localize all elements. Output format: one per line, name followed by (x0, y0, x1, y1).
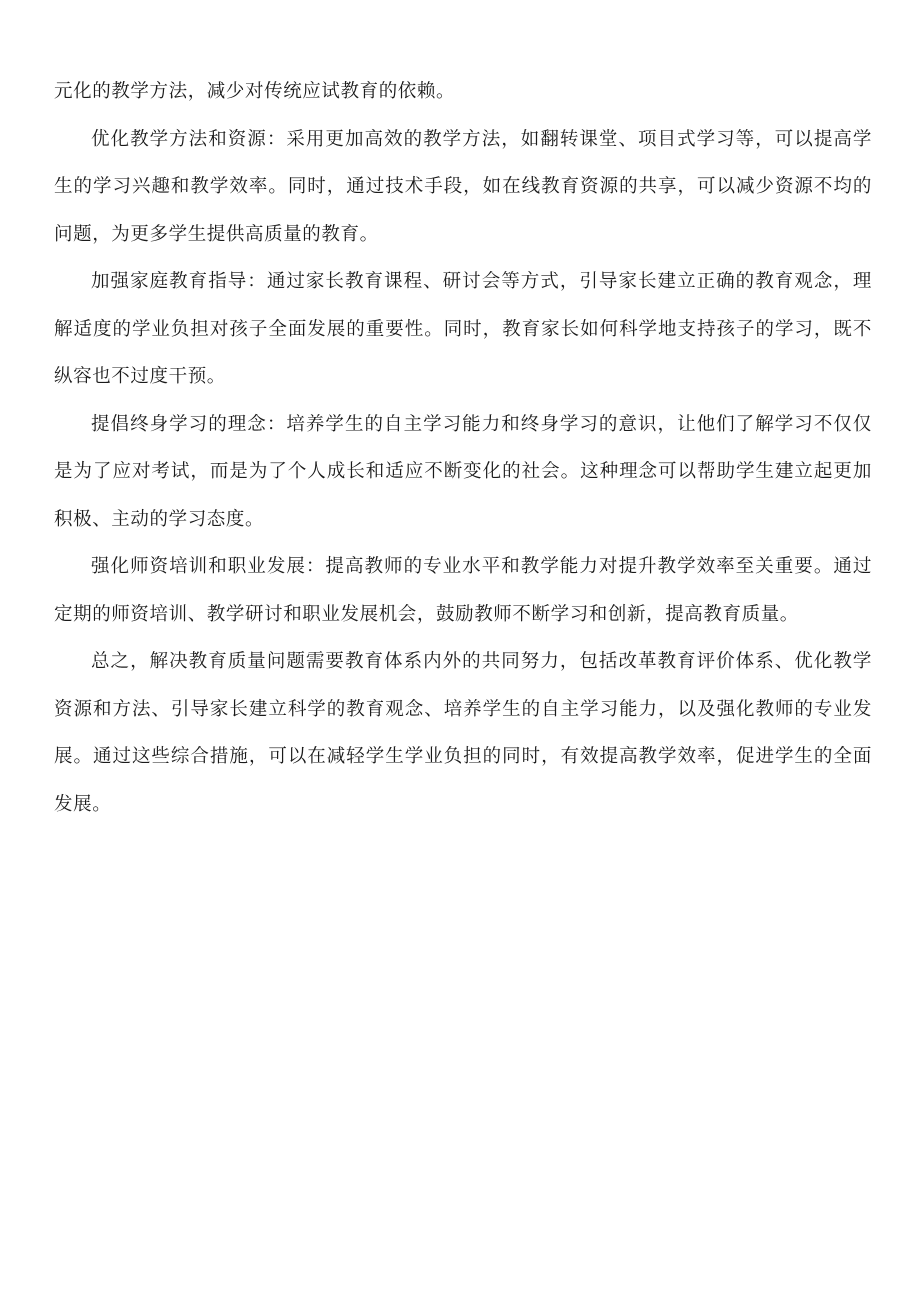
paragraph-continuation: 元化的教学方法，减少对传统应试教育的依赖。 (54, 81, 456, 102)
paragraph-optimize-methods: 优化教学方法和资源：采用更加高效的教学方法，如翻转课堂、项目式学习等，可以提高学生的学习兴趣和教学效率。同时，通过技术手段，如在线教育资源的共享，可以减少资源不均的问题，为更多学生提供高质量的教育。 (54, 128, 872, 245)
paragraph-teacher-training: 强化师资培训和职业发展：提高教师的专业水平和教学能力对提升教学效率至关重要。通过定期的师资培训、教学研讨和职业发展机会，鼓励教师不断学习和创新，提高教育质量。 (54, 556, 872, 625)
paragraph-lifelong-learning: 提倡终身学习的理念：培养学生的自主学习能力和终身学习的意识，让他们了解学习不仅仅是为了应对考试，而是为了个人成长和适应不断变化的社会。这种理念可以帮助学生建立起更加积极、主动的学习态度。 (54, 413, 872, 530)
document-body (54, 68, 872, 828)
paragraph-conclusion: 总之，解决教育质量问题需要教育体系内外的共同努力，包括改革教育评价体系、优化教学资源和方法、引导家长建立科学的教育观念、培养学生的自主学习能力，以及强化教师的专业发展。通过这些综合措施，可以在减轻学生学业负担的同时，有效提高教学效率，促进学生的全面发展。 (54, 651, 872, 815)
paragraph-family-guidance: 加强家庭教育指导：通过家长教育课程、研讨会等方式，引导家长建立正确的教育观念，理解适度的学业负担对孩子全面发展的重要性。同时，教育家长如何科学地支持孩子的学习，既不纵容也不过度干预。 (54, 271, 872, 387)
